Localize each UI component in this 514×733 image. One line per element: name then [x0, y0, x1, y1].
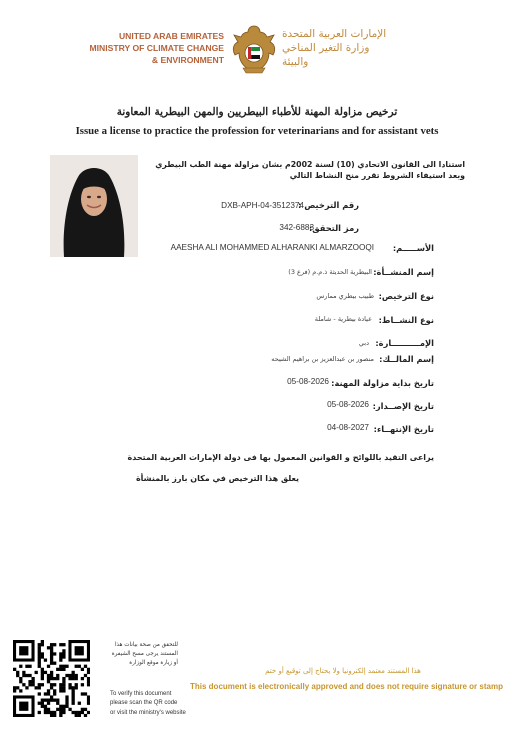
issue-date-label: تاريخ الإصــدار:	[372, 401, 434, 411]
expiry-date-label: تاريخ الإنتهــاء:	[373, 424, 434, 434]
ministry-name-en: MINISTRY OF CLIMATE CHANGE	[89, 43, 224, 54]
activity-type-label: نوع النشــاط:	[378, 315, 434, 325]
legal-basis-line-1: استنادا الى القانون الاتحادي (10) لسنة 2002م بشان مزاولة مهنة الطب البيطري	[155, 160, 465, 169]
verify-en-line-3: or visit the ministry's website	[110, 709, 186, 716]
display-license-note: يعلق هذا الترخيص في مكان بارز بالمنشأة	[135, 474, 299, 483]
electronic-approval-note-arabic: هذا المستند معتمد إلكترونيا ولا يحتاج إلى توقيع أو ختم	[265, 667, 421, 675]
ministry-name-english	[72, 30, 224, 67]
license-holder-photo	[50, 155, 138, 257]
verification-code-value: 342-6883	[279, 223, 314, 232]
regulations-note: يراعى التقيد باللوائح و القوانين المعمول بها فى دولة الإمارات العربية المتحدة	[127, 453, 434, 462]
emirate-value: دبي	[358, 339, 369, 347]
verify-instructions-english	[110, 690, 190, 718]
verify-en-line-1: To verify this document	[110, 691, 172, 697]
ministry-name-en-2: & ENVIRONMENT	[151, 55, 224, 66]
issue-date-value: 05-08-2026	[327, 400, 369, 409]
emirate-label: الإمــــــــــارة:	[375, 338, 434, 348]
legal-basis-text	[150, 159, 465, 181]
holder-name-value: AAESHA ALI MOHAMMED ALHARANKI ALMARZOOQI	[170, 243, 374, 252]
country-name-ar: الإمارات العربية المتحدة	[282, 28, 387, 40]
verify-instructions-arabic	[98, 641, 178, 668]
activity-type-value: عيادة بيطرية - شاملة	[314, 315, 372, 323]
verify-ar-line-1: للتحقق من صحة بيانات هذا	[115, 642, 178, 648]
establishment-label: إسم المنشــأة:	[373, 267, 434, 277]
legal-basis-line-2: وبعد استيفاء الشروط تقرر منح النشاط التالي	[289, 171, 465, 180]
establishment-value: البيطرية الحديثة ذ.م.م (فرع 3)	[288, 268, 372, 276]
practice-start-date-value: 05-08-2026	[287, 377, 329, 386]
verify-ar-line-2: المستند يرجى مسح الشيفرة	[111, 651, 178, 657]
practice-start-date-label: تاريخ بداية مزاولة المهنة:	[331, 378, 434, 388]
owner-label: إسم المالــك:	[379, 354, 434, 364]
owner-value: منصور بن عبدالعزيز بن براهيم الشيحه	[271, 355, 374, 363]
license-number-label: رقم الترخيص :	[297, 200, 359, 210]
license-type-label: نوع الترخيص:	[378, 291, 434, 301]
verify-en-line-2: please scan the QR code	[110, 700, 178, 707]
verification-code-label: رمز التحقق:	[308, 223, 359, 233]
license-number-value: DXB-APH-04-3512374	[221, 201, 304, 210]
name-label: الأســـــم:	[392, 243, 434, 253]
country-name-en: UNITED ARAB EMIRATES	[118, 31, 224, 41]
document-title-arabic: ترخيص مزاولة المهنة للأطباء البيطريين والمهن البيطرية المعاونة	[116, 106, 398, 118]
electronic-approval-note-english: This document is electronically approved and does not require signature or stamp	[190, 682, 503, 691]
ministry-name-arabic	[282, 27, 442, 69]
ministry-name-ar-2: والبيئة	[282, 56, 309, 68]
license-type-value: طبيب بيطري ممارس	[316, 292, 374, 300]
verification-qr-code[interactable]	[13, 640, 90, 717]
ministry-name-ar: وزارة التغير المناخي	[282, 42, 370, 54]
expiry-date-value: 04-08-2027	[327, 423, 369, 432]
uae-falcon-emblem-icon	[229, 22, 279, 76]
document-title-english: Issue a license to practice the profession for veterinarians and for assistant vets	[75, 125, 439, 137]
verify-ar-line-3: أو زيارة موقع الوزارة	[129, 660, 178, 666]
